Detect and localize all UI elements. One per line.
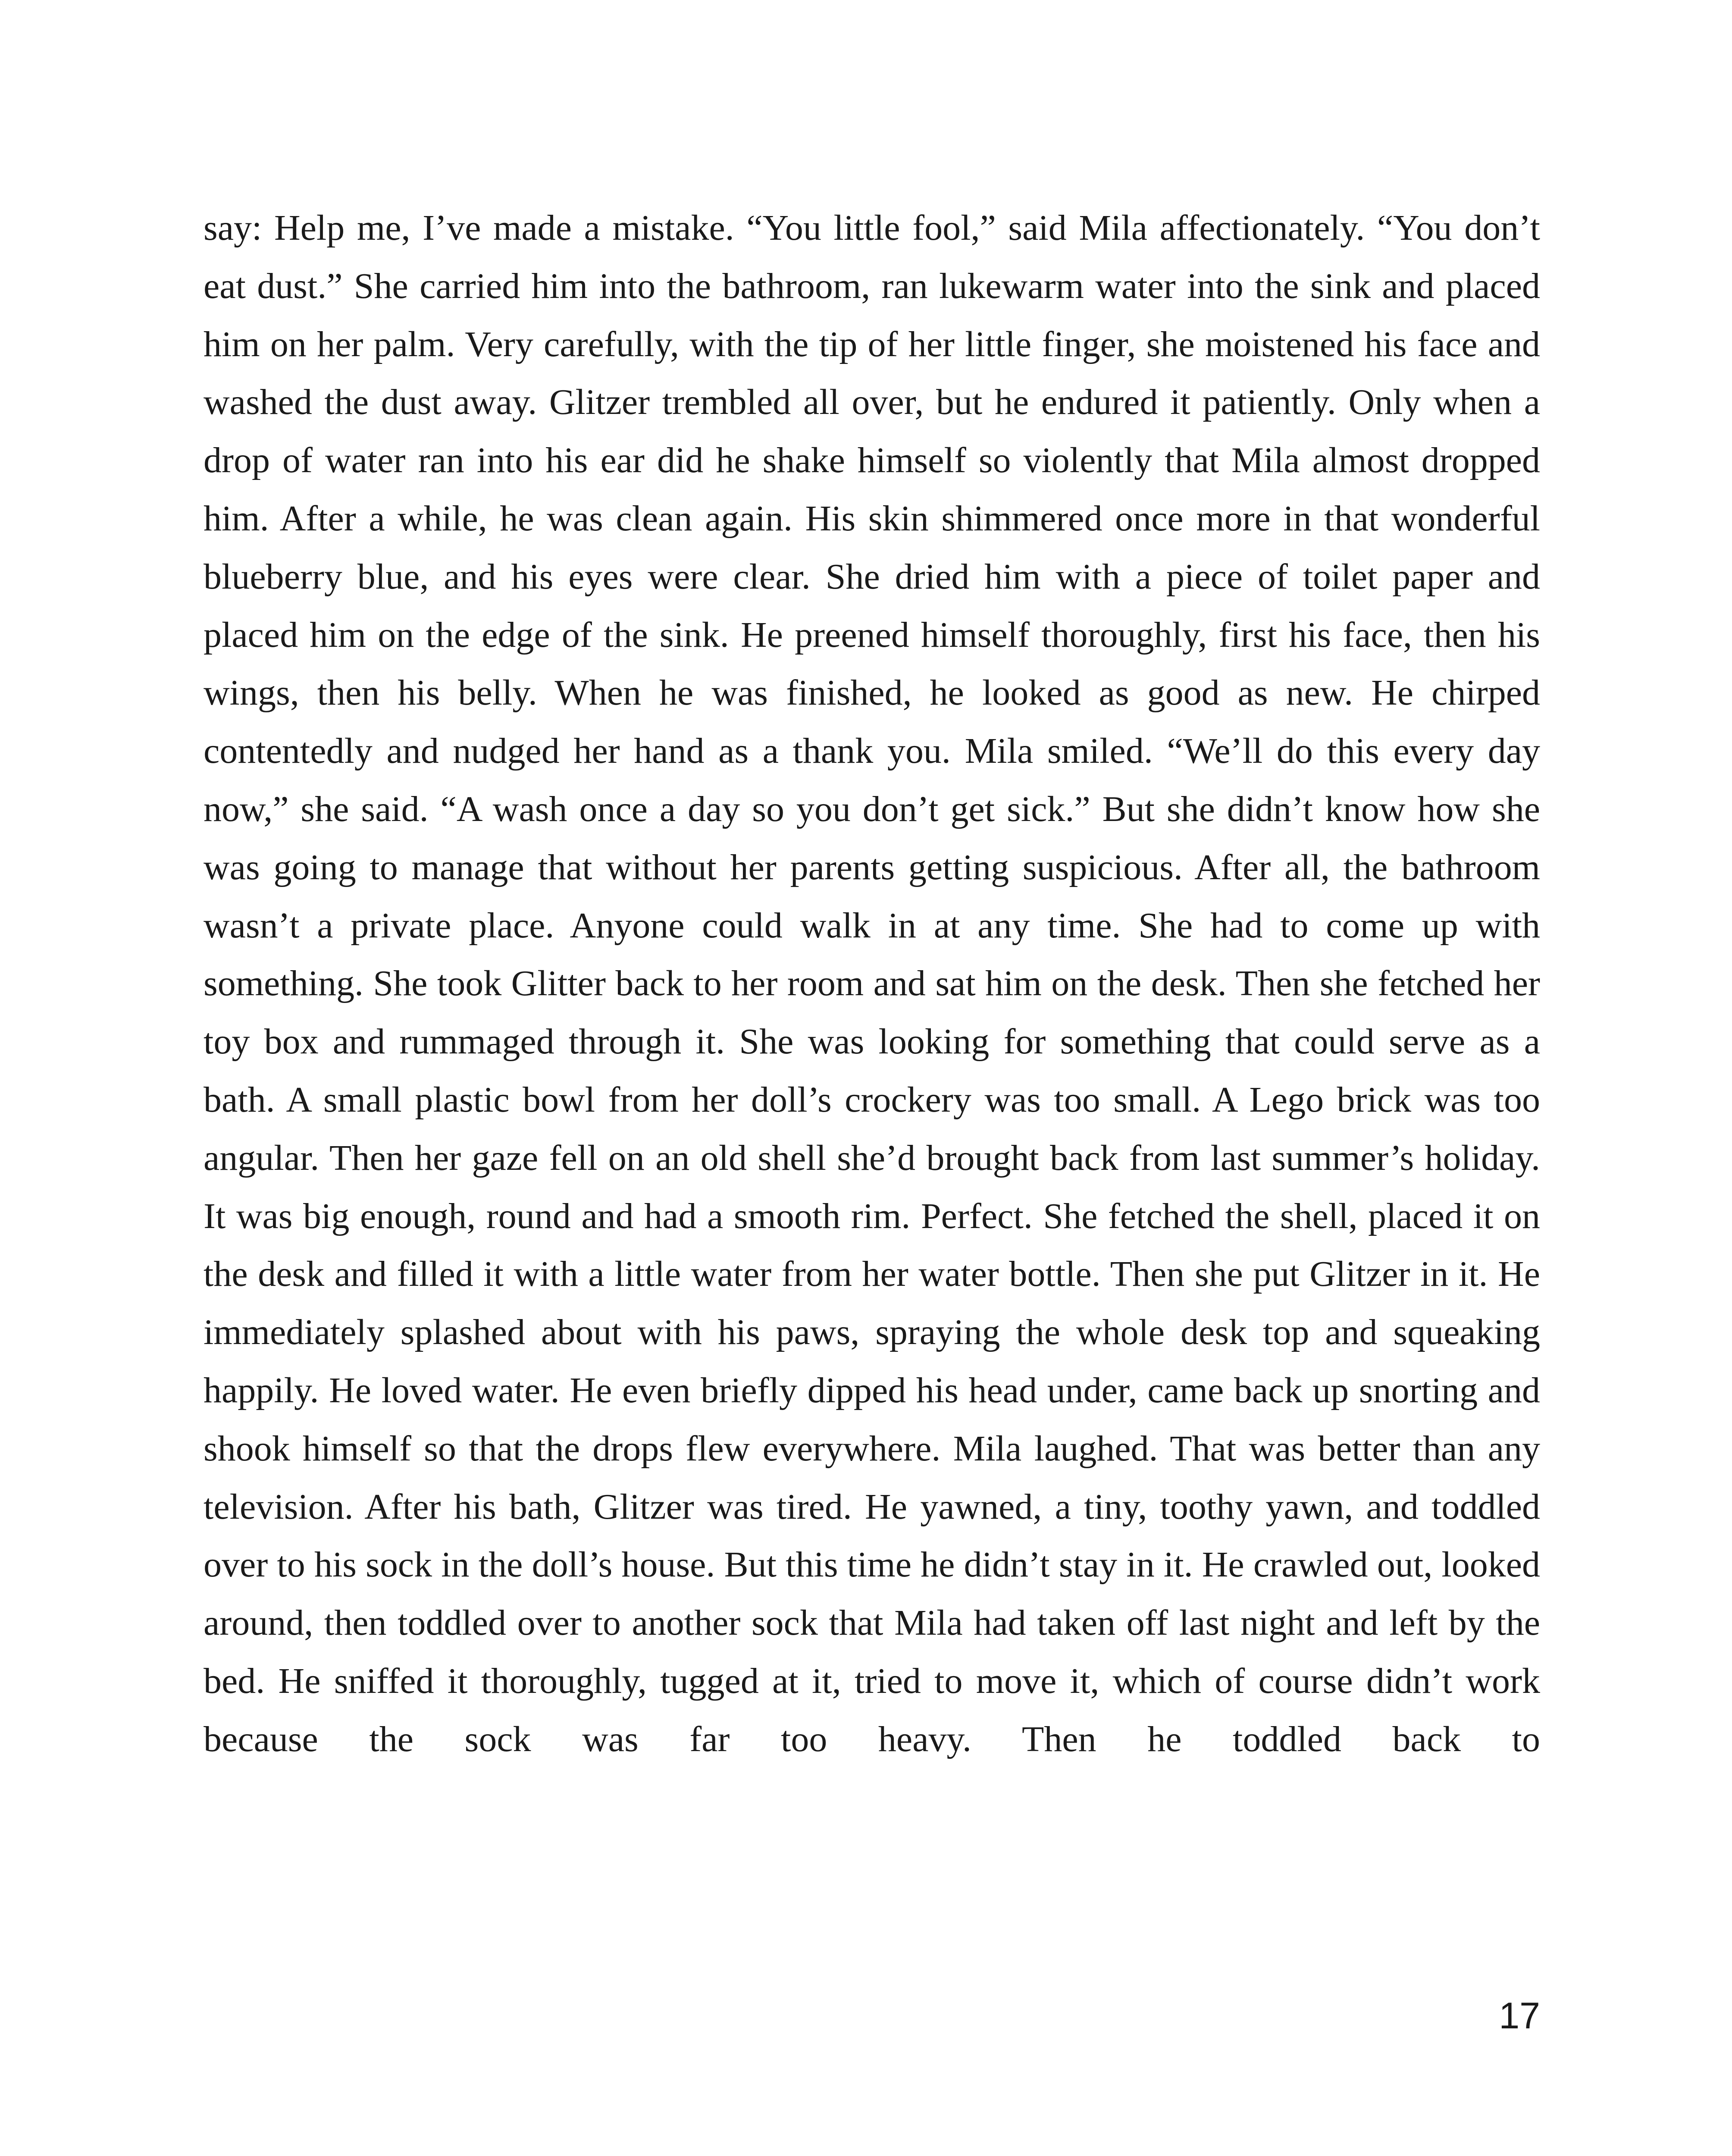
page-number: 17 xyxy=(1499,1995,1540,2037)
body-paragraph: say: Help me, I’ve made a mistake. “You little fool,” said Mila affectionately. “You don’t eat dust.” She carried him into the bathroom, ran lukewarm water into the sink and placed him on her palm. Very carefully, with the tip of her little finger, she moistened his face and washed the dust away. Glitzer trembled all over, but he endured it patiently. Only when a drop of water ran into his ear did he shake himself so violently that Mila almost dropped him. After a while, he was clean again. His skin shimmered once more in that wonderful blueberry blue, and his eyes were clear. She dried him with a piece of toilet paper and placed him on the edge of the sink. He preened himself thoroughly, first his face, then his wings, then his belly. When he was finished, he looked as good as new. He chirped contentedly and nudged her hand as a thank you. Mila smiled. “We’ll do this every day now,” she said. “A wash once a day so you don’t get sick.” But she didn’t know how she was going to manage that without her parents getting suspicious. After all, the bathroom wasn’t a private place. Anyone could walk in at any time. She had to come up with something. She took Glitter back to her room and sat him on the desk. Then she fetched her toy box and rummaged through it. She was looking for something that could serve as a bath. A small plastic bowl from her doll’s crockery was too small. A Lego brick was too angular. Then her gaze fell on an old shell she’d brought back from last summer’s holiday. It was big enough, round and had a smooth rim. Perfect. She fetched the shell, placed it on the desk and filled it with a little water from her water bottle. Then she put Glitzer in it. He immediately splashed about with his paws, spraying the whole desk top and squeaking happily. He loved water. He even briefly dipped his head under, came back up snorting and shook himself so that the drops flew everywhere. Mila laughed. That was better than any television. After his bath, Glitzer was tired. He yawned, a tiny, toothy yawn, and toddled over to his sock in the doll’s house. But this time he didn’t stay in it. He crawled out, looked around, then toddled over to another sock that Mila had taken off last night and left by the bed. He sniffed it thoroughly, tugged at it, tried to move it, which of course didn’t work because the sock was far too heavy. Then he toddled back to xyxy=(204,208,1540,1759)
